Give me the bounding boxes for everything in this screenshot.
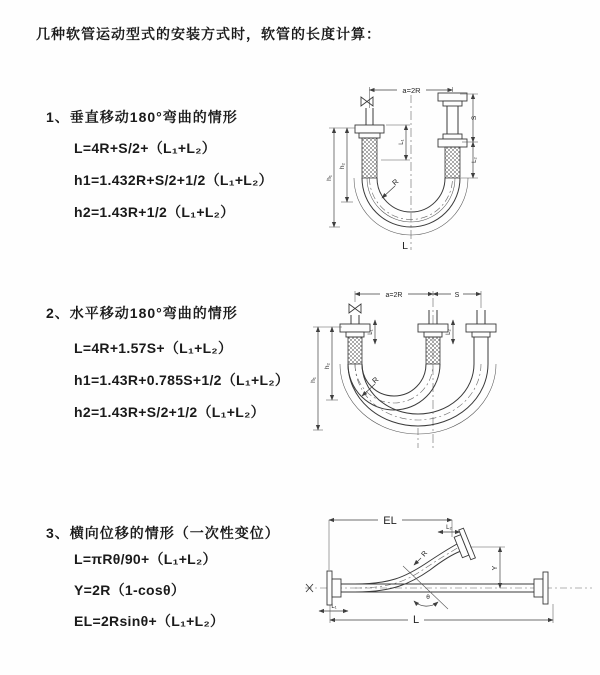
braid-section bbox=[362, 138, 377, 178]
left-flange bbox=[327, 571, 341, 605]
section-1-heading: 1、垂直移动180°弯曲的情形 bbox=[46, 109, 238, 125]
dim-r-label: R bbox=[370, 374, 381, 386]
diagram-lateral-displacement bbox=[300, 492, 600, 642]
dim-h1-label: h₁ bbox=[310, 377, 317, 383]
dim-l-label: L bbox=[412, 614, 420, 626]
section-2-formula-h2: h2=1.43R+S/2+1/2（L₁+L₂） bbox=[74, 404, 265, 420]
right-pipe-fitting bbox=[438, 93, 467, 178]
section-2-formula-L: L=4R+1.57S+（L₁+L₂） bbox=[74, 340, 233, 356]
section-2-formula-h1: h1=1.43R+0.785S+1/2（L₁+L₂） bbox=[74, 372, 290, 388]
dim-l1-label: L₁ bbox=[331, 604, 337, 610]
dim-y-label: Y bbox=[492, 565, 499, 571]
hose-displaced-position bbox=[355, 544, 461, 592]
dim-l2-label: L₂ bbox=[472, 157, 478, 163]
section-1-formula-L: L=4R+S/2+（L₁+L₂） bbox=[74, 140, 217, 156]
dim-l1-label: L₁ bbox=[399, 139, 405, 145]
section-1-formula-h2: h2=1.43R+1/2（L₁+L₂） bbox=[74, 204, 235, 220]
dim-l-label: L bbox=[402, 240, 408, 252]
section-3-formula-L: L=πRθ/90+（L₁+L₂） bbox=[74, 551, 217, 567]
dim-s-label: S bbox=[454, 292, 460, 299]
dim-h1-label: h₁ bbox=[326, 175, 333, 181]
braid-section bbox=[426, 337, 440, 364]
diagram-horizontal-180-bend bbox=[305, 282, 595, 457]
hose-position-1 bbox=[348, 364, 440, 410]
section-3-formula-Y: Y=2R（1-cosθ） bbox=[74, 582, 186, 598]
section-2-heading: 2、水平移动180°弯曲的情形 bbox=[46, 305, 238, 321]
section-3-heading: 3、横向位移的情形（一次性变位） bbox=[46, 525, 280, 541]
dim-s-label: S bbox=[471, 115, 478, 121]
left-pipe-fitting bbox=[340, 315, 370, 364]
dim-h2-label: h₂ bbox=[324, 362, 331, 370]
dim-l2-label: L₂ bbox=[446, 525, 452, 531]
valve-icon bbox=[349, 304, 361, 313]
dim-el-label: EL bbox=[383, 515, 397, 527]
dim-r-label: R bbox=[390, 176, 401, 188]
section-3-formula-EL: EL=2Rsinθ+（L₁+L₂） bbox=[74, 613, 225, 629]
braid-section bbox=[348, 337, 362, 364]
dim-h2-label: h₂ bbox=[339, 162, 346, 170]
left-pipe-fitting bbox=[355, 108, 384, 178]
section-1-formula-h1: h1=1.432R+S/2+1/2（L₁+L₂） bbox=[74, 172, 273, 188]
dim-theta-label: θ bbox=[426, 594, 430, 601]
valve-icon bbox=[361, 97, 373, 106]
dim-l1-label: L₁ bbox=[368, 329, 374, 335]
diagram-vertical-180-bend bbox=[325, 78, 585, 263]
braid-section bbox=[445, 147, 460, 178]
right-flange bbox=[534, 572, 548, 604]
dim-l2-label: L₂ bbox=[446, 329, 452, 335]
dim-a2r-label: a=2R bbox=[385, 292, 403, 299]
dim-r-label: R bbox=[420, 549, 430, 559]
dim-a2r-label: a=2R bbox=[402, 86, 421, 95]
right-pipe-fitting-displaced bbox=[466, 310, 496, 364]
page-title: 几种软管运动型式的安装方式时，软管的长度计算： bbox=[36, 26, 381, 42]
